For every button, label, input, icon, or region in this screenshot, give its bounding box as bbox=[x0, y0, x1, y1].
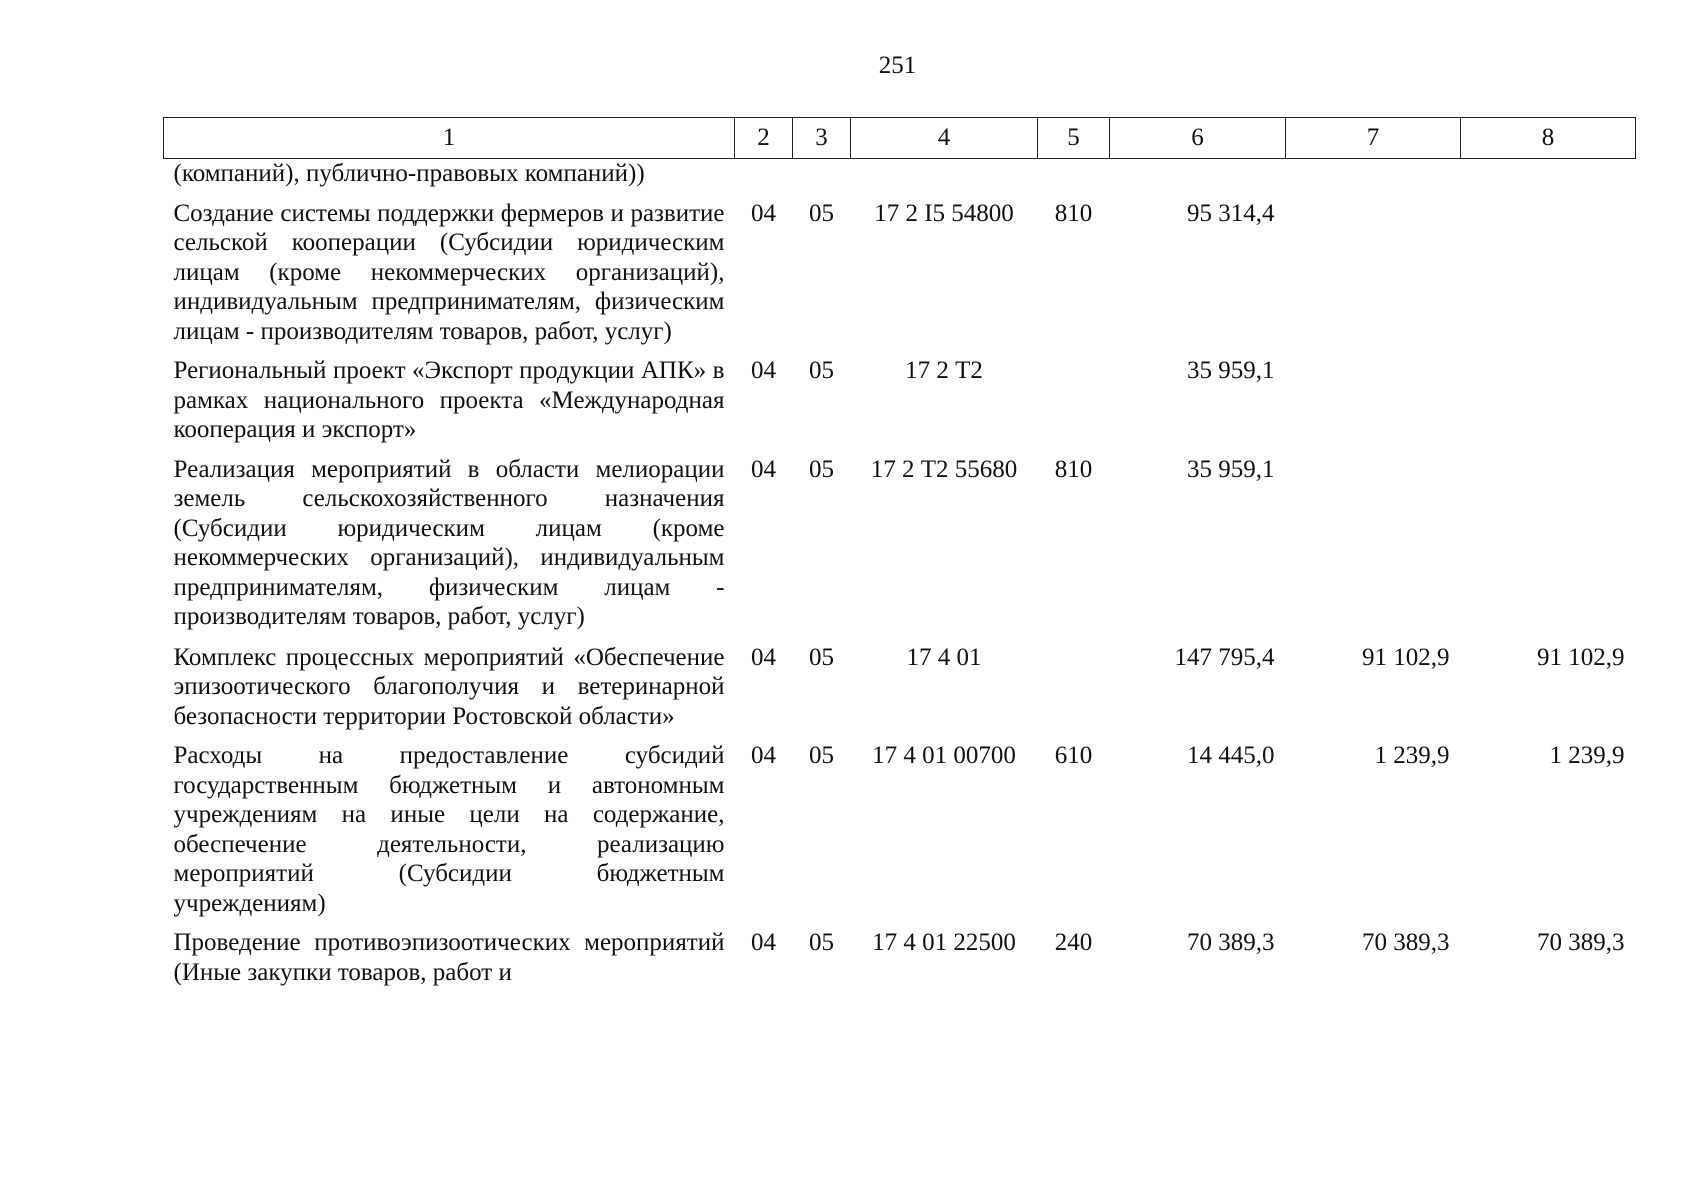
row-amount-3: 91 102,9 bbox=[1537, 643, 1625, 671]
table-row bbox=[164, 455, 1636, 643]
table-row bbox=[164, 928, 1636, 997]
row-section: 04 bbox=[751, 643, 776, 671]
row-section: 04 bbox=[751, 455, 776, 483]
row-expense-type bbox=[1038, 159, 1110, 199]
row-target-code bbox=[851, 159, 1038, 199]
header-col-7: 7 bbox=[1286, 118, 1461, 159]
row-amount-1: 70 389,3 bbox=[1187, 929, 1275, 956]
row-amount-3 bbox=[1461, 356, 1636, 455]
row-target-code: 17 2 Т2 55680 bbox=[870, 455, 1018, 483]
row-subsection: 05 bbox=[809, 199, 834, 227]
row-name: Создание системы поддержки фермеров и развитие сельской кооперации (Субсидии юридическим лицам (кроме некоммерческих организаций), индивидуальным предпринимателям, физическим лицам - производителям товаров, работ, услуг) bbox=[173, 199, 725, 345]
row-amount-2 bbox=[1286, 159, 1461, 199]
row-subsection: 05 bbox=[809, 742, 834, 769]
row-section: 04 bbox=[751, 357, 776, 384]
table-body bbox=[164, 159, 1636, 998]
row-subsection: 05 bbox=[809, 929, 834, 956]
row-subsection: 05 bbox=[809, 643, 834, 671]
row-section: 04 bbox=[751, 929, 776, 956]
row-amount-1: 147 795,4 bbox=[1174, 643, 1275, 671]
table-row bbox=[164, 159, 1636, 199]
row-amount-1: 95 314,4 bbox=[1187, 199, 1275, 227]
row-target-code: 17 2 I5 54800 bbox=[874, 199, 1014, 227]
row-amount-1: 35 959,1 bbox=[1187, 455, 1275, 483]
row-amount-3 bbox=[1461, 455, 1636, 643]
row-target-code: 17 2 Т2 bbox=[905, 357, 983, 384]
row-amount-1: 35 959,1 bbox=[1187, 357, 1275, 384]
row-amount-3: 1 239,9 bbox=[1549, 742, 1625, 769]
row-name: Региональный проект «Экспорт продукции АПК» в рамках национального проекта «Международная кооперация и экспорт» bbox=[173, 357, 725, 443]
row-expense-type bbox=[1038, 643, 1110, 742]
row-section bbox=[735, 159, 793, 199]
row-name: (компаний), публично-правовых компаний)) bbox=[173, 160, 645, 187]
table-row bbox=[164, 199, 1636, 357]
row-section: 04 bbox=[751, 742, 776, 769]
header-col-1: 1 bbox=[164, 118, 735, 159]
row-amount-2 bbox=[1286, 356, 1461, 455]
table-row bbox=[164, 643, 1636, 742]
header-col-3: 3 bbox=[793, 118, 851, 159]
row-expense-type: 810 bbox=[1054, 455, 1093, 483]
row-target-code: 17 4 01 bbox=[906, 643, 982, 671]
row-name: Комплекс процессных мероприятий «Обеспечение эпизоотического благополучия и ветеринарной безопасности территории Ростовской области» bbox=[173, 643, 725, 730]
header-col-2: 2 bbox=[735, 118, 793, 159]
row-amount-3: 70 389,3 bbox=[1537, 929, 1625, 956]
budget-table bbox=[163, 117, 1636, 997]
table-row bbox=[164, 741, 1636, 928]
row-target-code: 17 4 01 00700 bbox=[872, 742, 1016, 769]
row-subsection bbox=[793, 159, 851, 199]
row-target-code: 17 4 01 22500 bbox=[872, 929, 1016, 956]
row-amount-3 bbox=[1461, 199, 1636, 357]
row-name: Проведение противоэпизоотических мероприятий (Иные закупки товаров, работ и bbox=[173, 929, 725, 986]
row-amount-2: 1 239,9 bbox=[1374, 742, 1450, 769]
row-amount-2 bbox=[1286, 199, 1461, 357]
table-row bbox=[164, 356, 1636, 455]
row-amount-2 bbox=[1286, 455, 1461, 643]
table-header bbox=[164, 118, 1636, 159]
header-col-4: 4 bbox=[851, 118, 1038, 159]
row-expense-type: 810 bbox=[1054, 199, 1093, 227]
header-col-8: 8 bbox=[1461, 118, 1636, 159]
row-name: Расходы на предоставление субсидий государственным бюджетным и автономным учреждениям на иные цели на содержание, обеспечение деятельности, реализацию мероприятий (Субсидии бюджетным учреждениям) bbox=[173, 742, 725, 917]
row-amount-2: 91 102,9 bbox=[1362, 643, 1450, 671]
row-expense-type bbox=[1038, 356, 1110, 455]
row-amount-1 bbox=[1110, 159, 1286, 199]
row-section: 04 bbox=[751, 199, 776, 227]
row-expense-type: 240 bbox=[1054, 929, 1093, 956]
row-subsection: 05 bbox=[809, 357, 834, 384]
row-subsection: 05 bbox=[809, 455, 834, 483]
row-amount-3 bbox=[1461, 159, 1636, 199]
page-number: 251 bbox=[878, 52, 917, 79]
header-col-6: 6 bbox=[1110, 118, 1286, 159]
row-amount-1: 14 445,0 bbox=[1187, 742, 1275, 769]
header-col-5: 5 bbox=[1038, 118, 1110, 159]
row-amount-2: 70 389,3 bbox=[1362, 929, 1450, 956]
row-expense-type: 610 bbox=[1054, 742, 1093, 769]
row-name: Реализация мероприятий в области мелиорации земель сельскохозяйственного назначения (Субсидии юридическим лицам (кроме некоммерческих организаций), индивидуальным предпринимателям, физическим лицам - производителям товаров, работ, услуг) bbox=[173, 455, 725, 630]
header-row bbox=[164, 118, 1636, 159]
